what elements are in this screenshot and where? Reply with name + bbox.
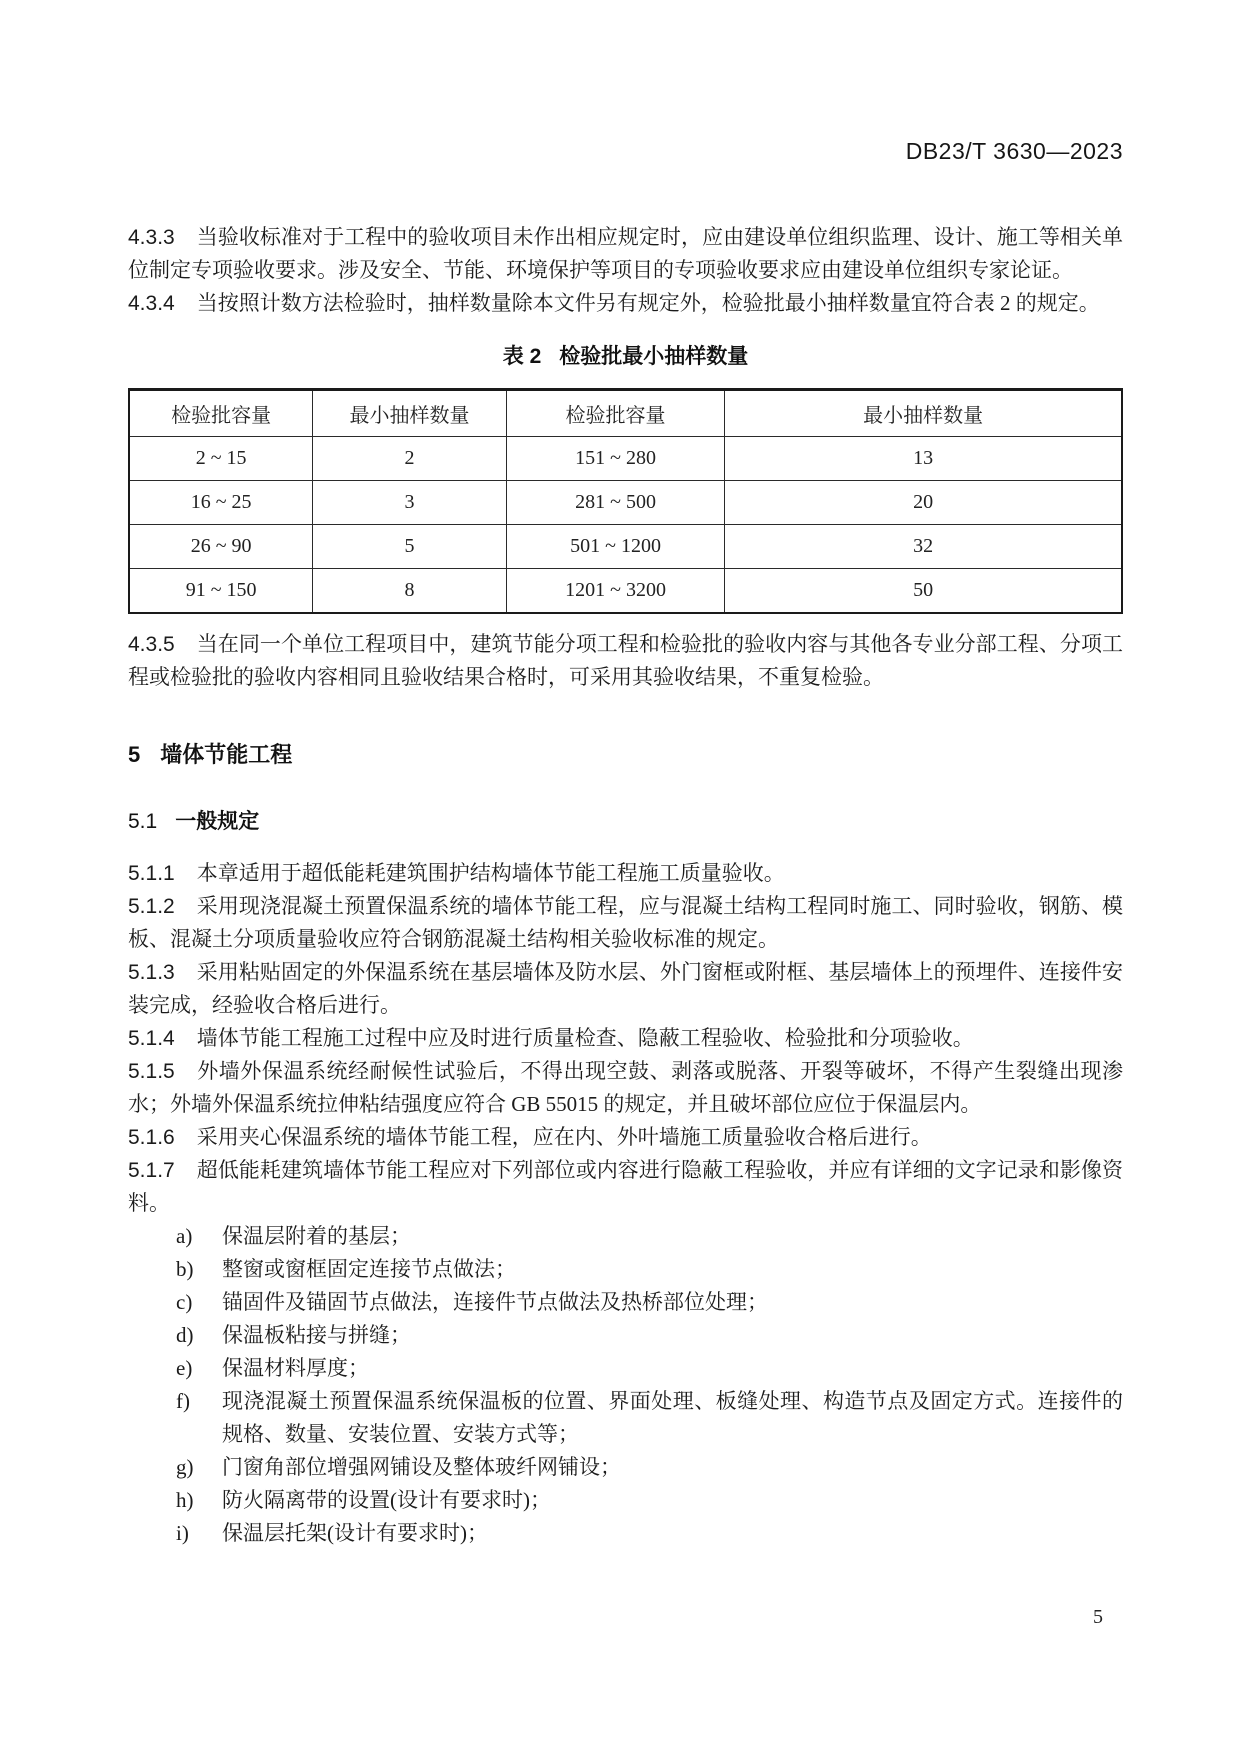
table-row xyxy=(129,481,1122,525)
table-cell: 91 ~ 150 xyxy=(129,569,313,613)
table-2-title-text: 检验批最小抽样数量 xyxy=(559,345,749,368)
section-number: 5.1 xyxy=(128,809,158,833)
section-number: 5 xyxy=(128,741,141,767)
clause-number: 4.3.3 xyxy=(128,226,175,249)
clause-number: 5.1.7 xyxy=(128,1158,175,1182)
clause-5-1-6 xyxy=(128,1121,1123,1154)
clause-number: 5.1.4 xyxy=(128,1026,175,1050)
list-item-label: c) xyxy=(176,1289,193,1314)
table-cell: 3 xyxy=(313,481,507,525)
table-header-row xyxy=(129,390,1122,437)
clause-text: 本章适用于超低能耗建筑围护结构墙体节能工程施工质量验收。 xyxy=(196,860,785,885)
table-cell: 151 ~ 280 xyxy=(506,437,724,481)
table-2-title xyxy=(128,340,1123,370)
table-row xyxy=(129,525,1122,569)
list-item-label: f) xyxy=(176,1388,190,1413)
clause-5-1-2 xyxy=(128,890,1123,956)
section-title: 一般规定 xyxy=(175,809,260,833)
list-item xyxy=(128,1517,1123,1550)
clause-text: 采用粘贴固定的外保温系统在基层墙体及防水层、外门窗框或附框、基层墙体上的预埋件、连接件安装完成，经验收合格后进行。 xyxy=(128,959,1123,1017)
clause-number: 5.1.6 xyxy=(128,1125,175,1149)
list-item-label: h) xyxy=(176,1487,194,1512)
clause-text: 当按照计数方法检验时，抽样数量除本文件另有规定外，检验批最小抽样数量宜符合表 2 的规定。 xyxy=(196,291,1100,315)
table-cell: 32 xyxy=(725,525,1122,569)
list-item xyxy=(128,1385,1123,1451)
table-cell: 5 xyxy=(313,525,507,569)
standard-code-header: DB23/T 3630—2023 xyxy=(905,138,1123,164)
table-cell: 2 ~ 15 xyxy=(129,437,313,481)
clause-5-1-7 xyxy=(128,1154,1123,1220)
table-header-cell: 检验批容量 xyxy=(129,390,313,437)
table-cell: 1201 ~ 3200 xyxy=(506,569,724,613)
clause-text: 采用现浇混凝土预置保温系统的墙体节能工程，应与混凝土结构工程同时施工、同时验收，钢筋、模板、混凝土分项质量验收应符合钢筋混凝土结构相关验收标准的规定。 xyxy=(128,893,1123,951)
section-title: 墙体节能工程 xyxy=(160,741,293,767)
table-cell: 281 ~ 500 xyxy=(506,481,724,525)
table-header-cell: 最小抽样数量 xyxy=(313,390,507,437)
clause-text: 当验收标准对于工程中的验收项目未作出相应规定时，应由建设单位组织监理、设计、施工等相关单位制定专项验收要求。涉及安全、节能、环境保护等项目的专项验收要求应由建设单位组织专家论证。 xyxy=(128,225,1123,282)
list-item xyxy=(128,1352,1123,1385)
table-row xyxy=(129,437,1122,481)
clause-4-3-5 xyxy=(128,628,1123,694)
list-item-text: 保温材料厚度； xyxy=(222,1355,369,1380)
table-cell: 8 xyxy=(313,569,507,613)
table-row xyxy=(129,569,1122,613)
clause-text: 采用夹心保温系统的墙体节能工程，应在内、外叶墙施工质量验收合格后进行。 xyxy=(196,1124,932,1149)
clause-text: 当在同一个单位工程项目中，建筑节能分项工程和检验批的验收内容与其他各专业分部工程、分项工程或检验批的验收内容相同且验收结果合格时，可采用其验收结果，不重复检验。 xyxy=(128,631,1123,689)
clause-text: 超低能耗建筑墙体节能工程应对下列部位或内容进行隐蔽工程验收，并应有详细的文字记录和影像资料。 xyxy=(128,1157,1123,1215)
list-item-label: b) xyxy=(176,1256,194,1281)
clause-5-1-4 xyxy=(128,1022,1123,1055)
list-item xyxy=(128,1220,1123,1253)
list-item xyxy=(128,1253,1123,1286)
clause-number: 5.1.1 xyxy=(128,861,175,885)
clause-number: 5.1.3 xyxy=(128,960,175,984)
section-5-heading xyxy=(128,738,1123,769)
clause-text: 外墙外保温系统经耐候性试验后，不得出现空鼓、剥落或脱落、开裂等破坏，不得产生裂缝出现渗水；外墙外保温系统拉伸粘结强度应符合 GB 55015 的规定，并且破坏部位应位于保温层内。 xyxy=(128,1058,1123,1116)
hidden-works-item-list xyxy=(128,1220,1123,1550)
list-item xyxy=(128,1319,1123,1352)
clause-number: 5.1.2 xyxy=(128,894,175,918)
table-cell: 2 xyxy=(313,437,507,481)
table-2-title-label: 表 2 xyxy=(502,345,542,368)
clause-text: 墙体节能工程施工过程中应及时进行质量检查、隐蔽工程验收、检验批和分项验收。 xyxy=(196,1025,974,1050)
list-item-text: 现浇混凝土预置保温系统保温板的位置、界面处理、板缝处理、构造节点及固定方式。连接件的规格、数量、安装位置、安装方式等； xyxy=(222,1388,1123,1446)
table-cell: 501 ~ 1200 xyxy=(506,525,724,569)
list-item-text: 保温层托架(设计有要求时)； xyxy=(222,1520,488,1545)
list-item xyxy=(128,1286,1123,1319)
list-item-text: 保温板粘接与拼缝； xyxy=(222,1322,411,1347)
list-item-label: a) xyxy=(176,1223,193,1248)
list-item xyxy=(128,1451,1123,1484)
clause-4-3-3 xyxy=(128,221,1123,287)
clause-5-1-5 xyxy=(128,1055,1123,1121)
list-item-label: d) xyxy=(176,1322,194,1347)
list-item-text: 锚固件及锚固节点做法，连接件节点做法及热桥部位处理； xyxy=(222,1289,768,1314)
clause-5-1-3 xyxy=(128,956,1123,1022)
table-cell: 13 xyxy=(725,437,1122,481)
clause-5-1-1 xyxy=(128,857,1123,890)
table-2-minimum-sample-size xyxy=(128,388,1123,614)
list-item-label: i) xyxy=(176,1520,189,1545)
table-header-cell: 检验批容量 xyxy=(506,390,724,437)
clause-number: 5.1.5 xyxy=(128,1059,175,1083)
table-cell: 50 xyxy=(725,569,1122,613)
section-5-1-heading xyxy=(128,805,1123,835)
list-item-text: 整窗或窗框固定连接节点做法； xyxy=(222,1256,516,1281)
list-item-text: 防火隔离带的设置(设计有要求时)； xyxy=(222,1487,551,1512)
clause-4-3-4 xyxy=(128,287,1123,320)
table-cell: 26 ~ 90 xyxy=(129,525,313,569)
table-cell: 20 xyxy=(725,481,1122,525)
list-item-label: g) xyxy=(176,1454,194,1479)
table-header-cell: 最小抽样数量 xyxy=(725,390,1122,437)
clause-number: 4.3.5 xyxy=(128,632,175,656)
list-item xyxy=(128,1484,1123,1517)
list-item-text: 门窗角部位增强网铺设及整体玻纤网铺设； xyxy=(222,1454,621,1479)
list-item-label: e) xyxy=(176,1355,193,1380)
page-number: 5 xyxy=(1093,1606,1103,1628)
clause-number: 4.3.4 xyxy=(128,292,175,315)
list-item-text: 保温层附着的基层； xyxy=(222,1223,411,1248)
table-cell: 16 ~ 25 xyxy=(129,481,313,525)
